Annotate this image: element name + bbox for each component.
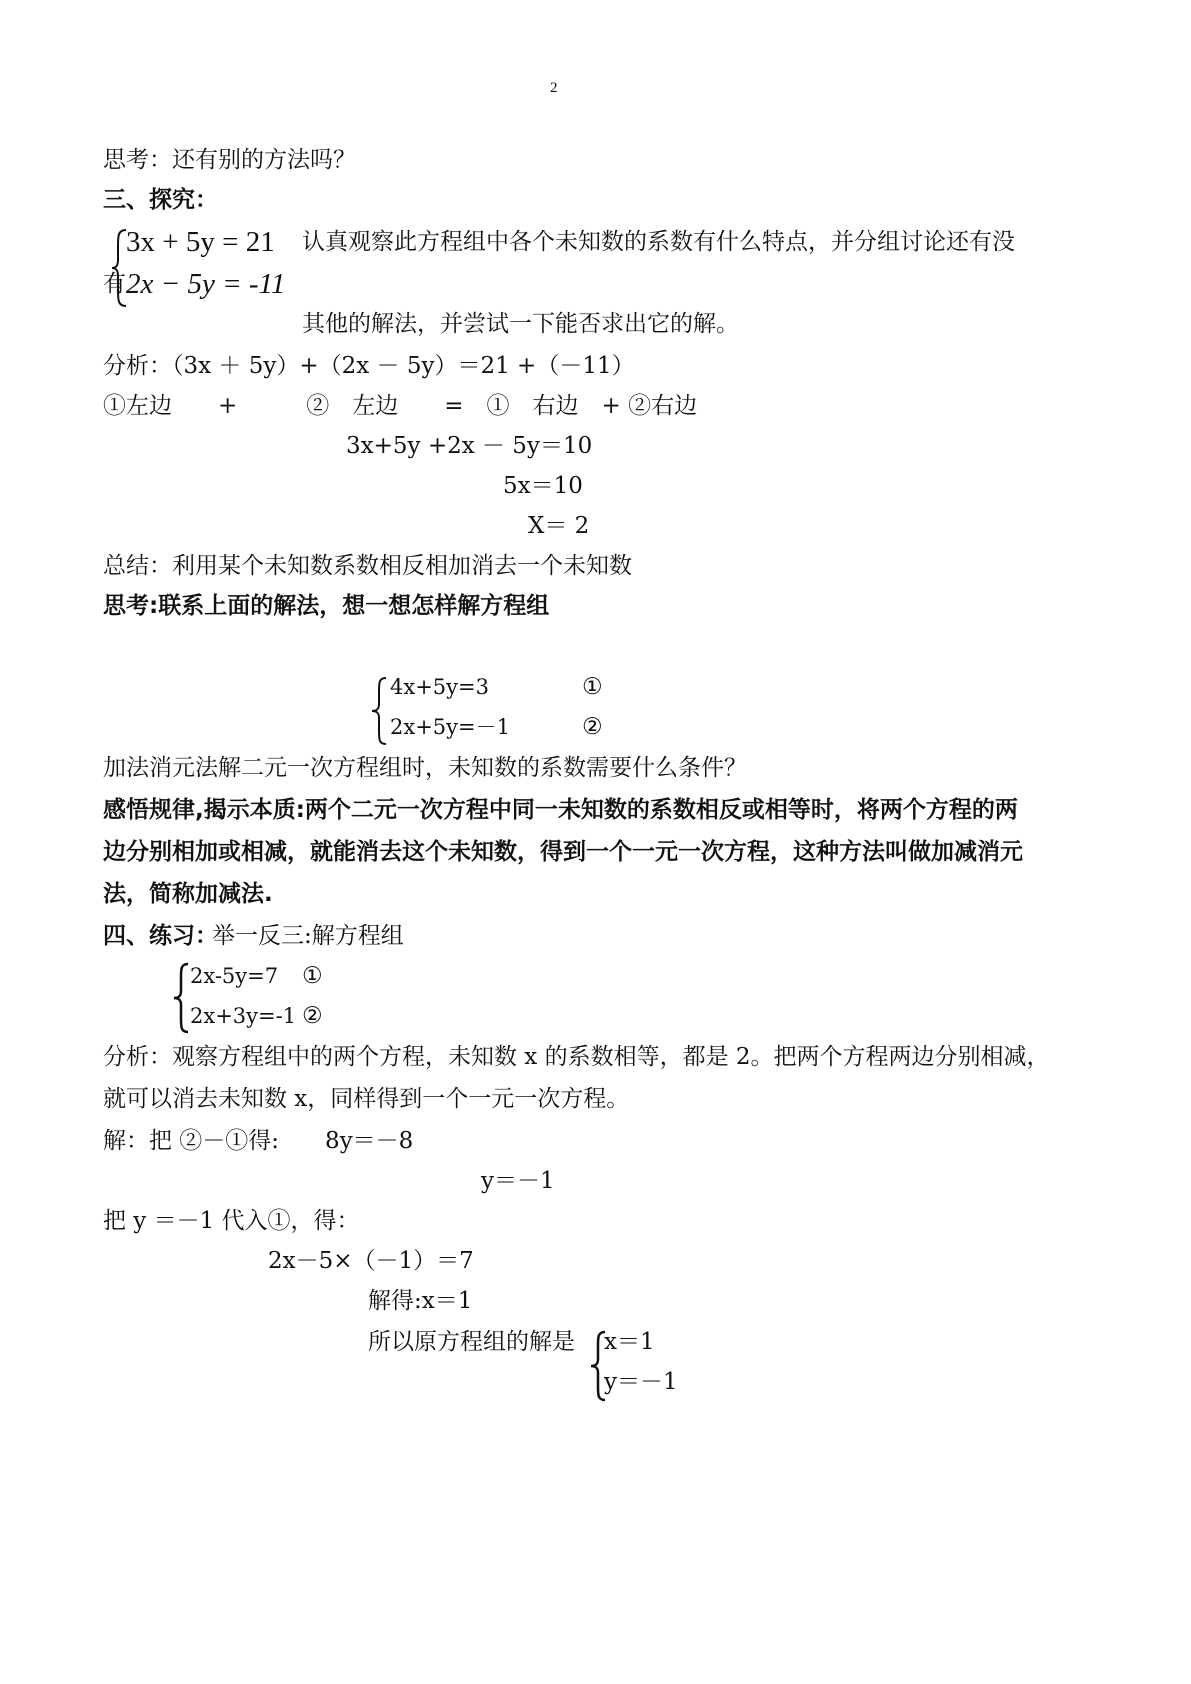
system3-equation-1: 2x-5y=7 (190, 964, 279, 988)
rule-line-1: 感悟规律,揭示本质:两个二元一次方程中同一未知数的系数相反或相等时，将两个方程的两 (103, 797, 1018, 823)
section-4-subtitle: 举一反三:解方程组 (212, 923, 404, 949)
analysis-2-line-2: 就可以消去未知数 x，同样得到一个一元一次方程。 (103, 1086, 630, 1112)
analysis-words-line: ①左边 + ② 左边 = ① 右边 + ②右边 (103, 393, 698, 419)
system2-mark-1: ① (582, 674, 603, 700)
calc-step-3: X＝ 2 (528, 513, 590, 539)
answer-y: y＝－1 (604, 1369, 678, 1395)
page-number: 2 (550, 80, 558, 96)
observe-text-line-1: 认真观察此方程组中各个未知数的系数有什么特点，并分组讨论还有没 (302, 229, 1015, 255)
system3-mark-1: ① (302, 963, 323, 989)
think-question-2: 思考:联系上面的解法，想一想怎样解方程组 (103, 593, 550, 619)
solution-step-3: 把 y ＝－1 代入①，得： (103, 1208, 360, 1234)
observe-text-line-2: 其他的解法，并尝试一下能否求出它的解。 (302, 311, 739, 337)
system1-equation-1: 3x + 5y = 21 (126, 226, 275, 258)
solution-conclusion: 所以原方程组的解是 (368, 1329, 575, 1355)
calc-step-1: 3x+5y +2x － 5y＝10 (346, 433, 593, 459)
solution-step-2: y＝－1 (481, 1168, 555, 1194)
system3-equation-2: 2x+3y=-1 (190, 1004, 297, 1028)
analysis-2-line-1: 分析：观察方程组中的两个方程，未知数 x 的系数相等，都是 2。把两个方程两边分别相减， (103, 1044, 1050, 1070)
system2-equation-1: 4x+5y=3 (390, 675, 489, 699)
system3-mark-2: ② (302, 1003, 323, 1029)
calc-step-2: 5x＝10 (503, 473, 583, 499)
observe-text-you: 有 (103, 271, 126, 297)
left-brace-icon (172, 962, 190, 1034)
condition-question: 加法消元法解二元一次方程组时，未知数的系数需要什么条件？ (103, 755, 747, 781)
rule-line-2: 边分别相加或相减，就能消去这个未知数，得到一个一元一次方程，这种方法叫做加减消元 (103, 839, 1023, 865)
rule-line-3: 法，简称加减法. (103, 881, 273, 907)
left-brace-icon (370, 676, 388, 746)
system1-equation-2: 2x − 5y = -11 (126, 268, 286, 300)
summary-line: 总结：利用某个未知数系数相反相加消去一个未知数 (103, 553, 632, 579)
section-4-heading: 四、练习： (103, 923, 218, 949)
solution-step-1: 解：把 ②－①得: 8y＝－8 (103, 1128, 414, 1154)
system2-mark-2: ② (582, 714, 603, 740)
analysis-line: 分析：（3x ＋ 5y）+（2x － 5y）＝21 +（－11） (103, 353, 635, 379)
think-question-1: 思考：还有别的方法吗？ (103, 147, 356, 173)
solution-step-5: 解得:x＝1 (368, 1288, 473, 1314)
answer-x: x＝1 (604, 1329, 655, 1355)
solution-step-4: 2x－5×（－1）＝7 (268, 1248, 474, 1274)
section-3-heading: 三、探究： (103, 187, 218, 213)
system2-equation-2: 2x+5y=－1 (390, 715, 510, 739)
